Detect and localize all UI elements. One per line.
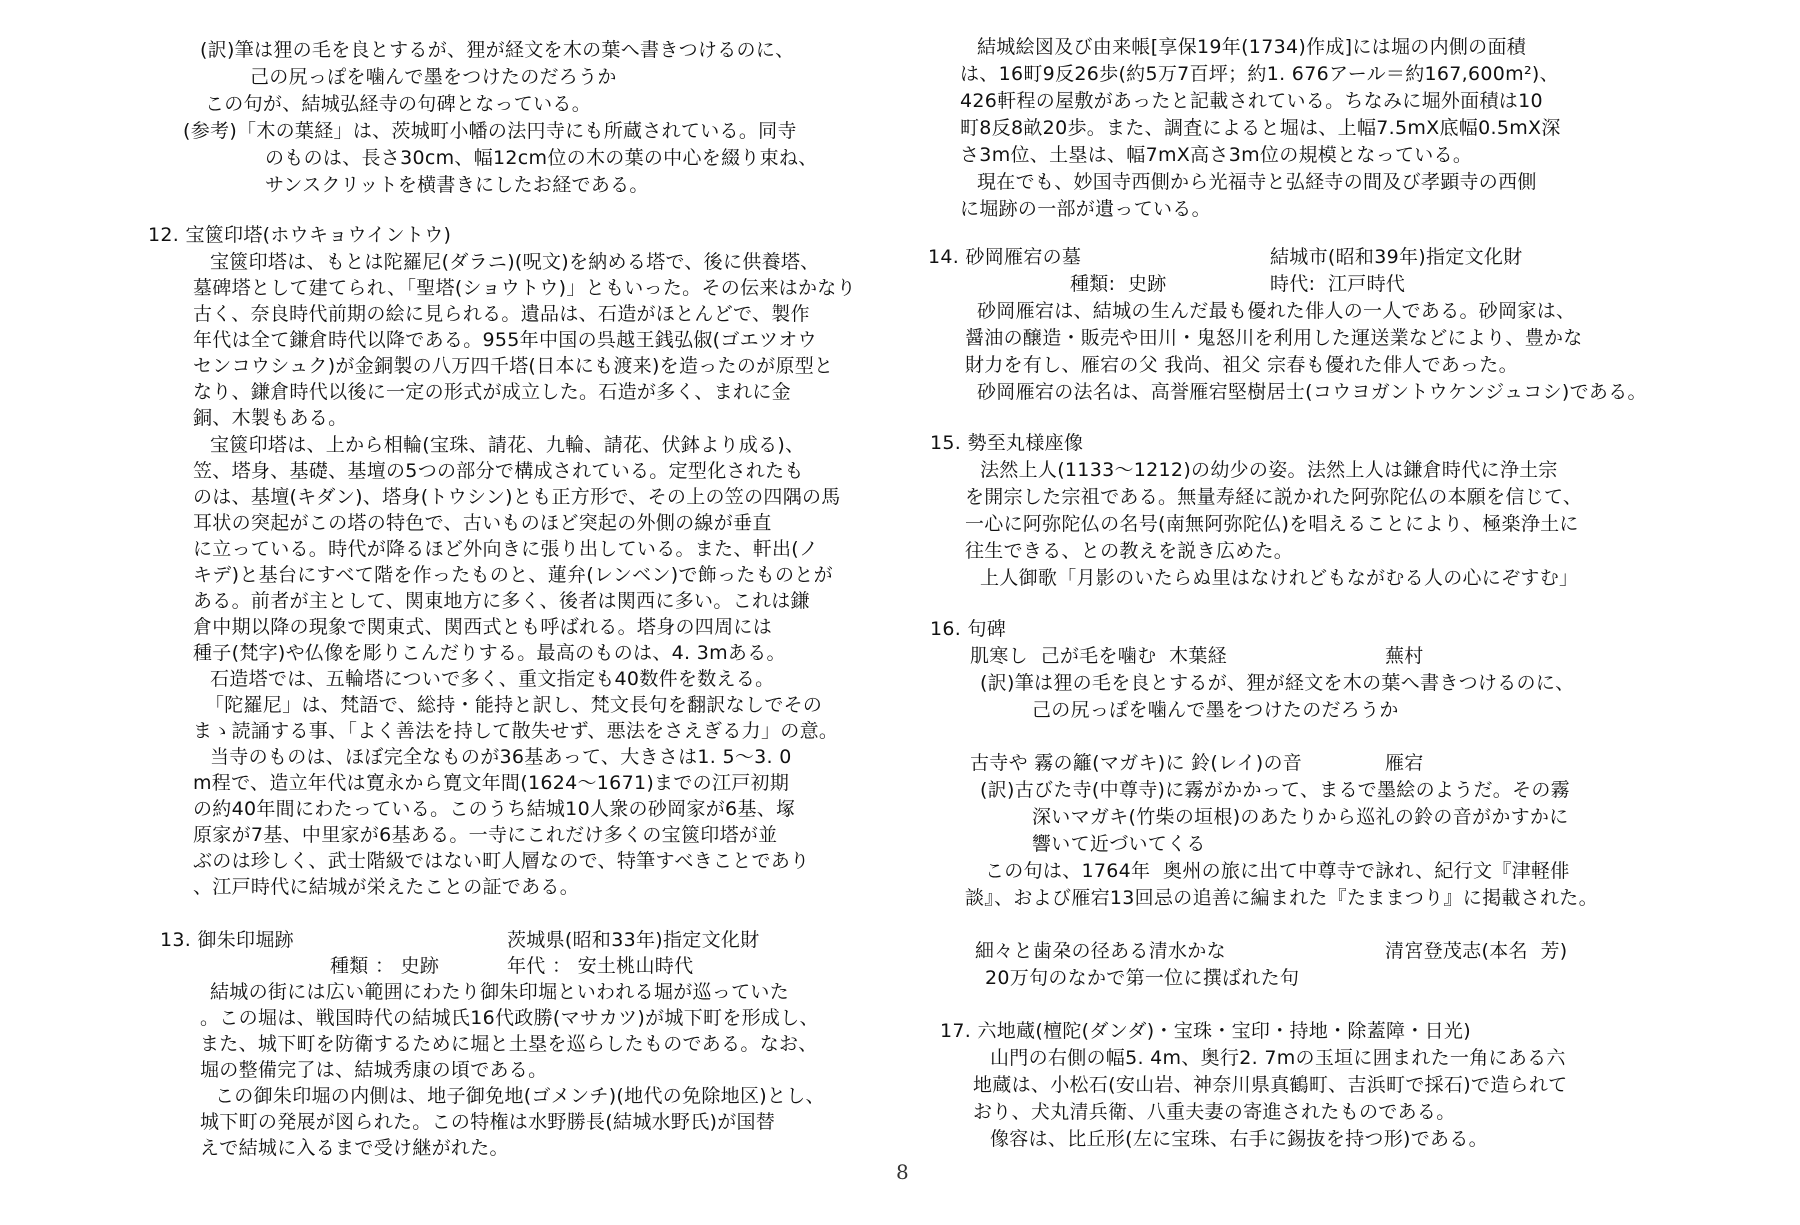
left-text-line: 。この堀は、戦国時代の結城氏16代政勝(マサカツ)が城下町を形成し、 [200, 1007, 819, 1029]
left-text-line: に立っている。時代が降るほど外向きに張り出している。また、軒出(ノ [193, 538, 819, 560]
left-text-line: キデ)と基台にすべて階を作ったものと、蓮弁(レンベン)で飾ったものとが [193, 564, 833, 586]
left-text-line: 耳状の突起がこの塔の特色で、古いものほど突起の外側の線が垂直 [193, 512, 772, 534]
right-text-line: 15. 勢至丸様座像 [930, 432, 1084, 454]
left-text-line: この御朱印堀の内側は、地子御免地(ゴメンチ)(地代の免除地区)とし、 [215, 1085, 825, 1107]
right-text-line: 砂岡雁宕は、結城の生んだ最も優れた俳人の一人である。砂岡家は、 [977, 300, 1576, 322]
left-text-line: 石造塔では、五輪塔についで多く、重文指定も40数件を数える。 [210, 668, 775, 690]
right-text-line: さ3m位、土塁は、幅7mX高さ3m位の規模となっている。 [960, 144, 1473, 166]
left-text-line: 種子(梵字)や仏像を彫りこんだりする。最高のものは、4. 3mある。 [193, 642, 786, 664]
left-text-line: ある。前者が主として、関東地方に多く、後者は関西に多い。これは鎌 [193, 590, 810, 612]
left-text-line: 宝篋印塔は、上から相輪(宝珠、請花、九輪、請花、伏鉢より成る)、 [210, 434, 805, 456]
right-text-line: 蕪村 [1385, 645, 1424, 667]
left-text-line: なり、鎌倉時代以後に一定の形式が成立した。石造が多く、まれに金 [193, 381, 791, 403]
right-text-line: 法然上人(1133～1212)の幼少の姿。法然上人は鎌倉時代に浄土宗 [980, 459, 1558, 481]
left-text-line: 己の尻っぽを噛んで墨をつけたのだろうか [250, 66, 617, 88]
left-text-line: 年代 ： 安土桃山時代 [507, 955, 694, 977]
right-text-line: 細々と歯朶の径ある清水かな [975, 940, 1226, 962]
left-text-line: 堀の整備完了は、結城秀康の頃である。 [200, 1059, 548, 1081]
left-text-line: 原家が7基、中里家が6基ある。一寺にこれだけ多くの宝篋印塔が並 [193, 824, 778, 846]
left-text-line: 倉中期以降の現象で関東式、関西式とも呼ばれる。塔身の四周には [193, 616, 773, 638]
right-text-line: おり、犬丸清兵衛、八重夫妻の寄進されたものである。 [973, 1101, 1456, 1123]
right-text-line: は、16町9反26歩(約5万7百坪；約1. 676アール＝約167,600m²)、 [960, 63, 1559, 85]
left-text-line: サンスクリットを横書きにしたお経である。 [265, 174, 649, 196]
right-text-line: 己の尻っぽを噛んで墨をつけたのだろうか [1032, 699, 1399, 721]
right-text-line: 時代: 江戸時代 [1270, 273, 1406, 295]
right-text-line: 16. 句碑 [930, 618, 1007, 640]
left-text-line: えで結城に入るまで受け継がれた。 [200, 1137, 509, 1159]
right-text-line: 結城絵図及び由来帳[享保19年(1734)作成]には堀の内側の面積 [977, 36, 1527, 58]
right-text-line: 響いて近づいてくる [1032, 833, 1206, 855]
right-text-line: 雁宕 [1385, 752, 1424, 774]
right-text-line: 426軒程の屋敷があったと記載されている。ちなみに堀外面積は10 [960, 90, 1543, 112]
left-text-line: センコウシュク)が金銅製の八万四千塔(日本にも渡来)を造ったのが原型と [193, 355, 834, 377]
left-text-line: 茨城県(昭和33年)指定文化財 [507, 929, 760, 951]
left-text-line: ぶのは珍しく、武士階級ではない町人層なので、特筆すべきことであり [193, 850, 810, 872]
right-text-line: 往生できる、との教えを説き広めた。 [965, 540, 1294, 562]
right-text-line: 一心に阿弥陀仏の名号(南無阿弥陀仏)を唱えることにより、極楽浄土に [965, 513, 1579, 535]
right-text-line: に堀跡の一部が遺っている。 [960, 198, 1211, 220]
left-text-line: 13. 御朱印堀跡 [160, 929, 294, 951]
right-text-line: (訳)筆は狸の毛を良とするが、狸が経文を木の葉へ書きつけるのに、 [980, 672, 1575, 694]
left-text-line: 「陀羅尼」は、梵語で、総持・能持と訳し、梵文長句を翻訳なしでその [205, 694, 823, 716]
right-text-line: 山門の右側の幅5. 4m、奥行2. 7mの玉垣に囲まれた一角にある六 [990, 1047, 1566, 1069]
right-text-line: 深いマガキ(竹柴の垣根)のあたりから巡礼の鈴の音がかすかに [1032, 806, 1569, 828]
left-text-line: 笠、塔身、基礎、基壇の5つの部分で構成されている。定型化されたも [193, 460, 804, 482]
left-text-line: この句が、結城弘経寺の句碑となっている。 [205, 93, 592, 115]
right-text-line: 清宮登茂志(本名 芳) [1385, 940, 1568, 962]
right-text-line: 砂岡雁宕の法名は、高誉雁宕堅樹居士(コウヨガントウケンジュコシ)である。 [977, 381, 1647, 403]
left-text-line: m程で、造立年代は寛永から寛文年間(1624～1671)までの江戸初期 [193, 772, 790, 794]
right-text-line: 古寺や 霧の籬(マガキ)に 鈴(レイ)の音 [970, 752, 1303, 774]
left-text-line: 、江戸時代に結城が栄えたことの証である。 [193, 876, 580, 898]
left-text-line: のは、基壇(キダン)、塔身(トウシン)とも正方形で、その上の笠の四隅の馬 [193, 486, 841, 508]
left-text-line: 宝篋印塔は、もとは陀羅尼(ダラニ)(呪文)を納める塔で、後に供養塔、 [210, 251, 820, 273]
right-text-line: 財力を有し、雁宕の父 我尚、祖父 宗春も優れた俳人であった。 [965, 354, 1518, 376]
left-text-line: (訳)筆は狸の毛を良とするが、狸が経文を木の葉へ書きつけるのに、 [200, 39, 795, 61]
left-text-line: 銅、木製もある。 [193, 407, 348, 429]
left-text-line: 墓碑塔として建てられ、「聖塔(ショウトウ)」ともいった。その伝来はかなり [193, 277, 856, 299]
left-text-line: また、城下町を防衛するために堀と土塁を巡らしたものである。なお、 [200, 1033, 818, 1055]
right-text-line: 町8反8畝20歩。また、調査によると堀は、上幅7.5mX底幅0.5mX深 [960, 117, 1561, 139]
left-text-line: のものは、長さ30cm、幅12cm位の木の葉の中心を綴り束ね、 [265, 147, 818, 169]
left-text-line: 種類 ： 史跡 [330, 955, 440, 977]
right-text-line: 結城市(昭和39年)指定文化財 [1270, 246, 1523, 268]
right-text-line: 種類: 史跡 [1070, 273, 1167, 295]
right-text-line: 20万句のなかで第一位に撰ばれた句 [985, 967, 1300, 989]
right-text-line: 17. 六地蔵(檀陀(ダンダ)・宝珠・宝印・持地・除蓋障・日光) [940, 1020, 1471, 1042]
left-text-line: 年代は全て鎌倉時代以降である。955年中国の呉越王銭弘俶(ゴエツオウ [193, 329, 817, 351]
page-number: 8 [896, 1160, 909, 1184]
left-text-line: 当寺のものは、ほぼ完全なものが36基あって、大きさは1. 5～3. 0 [210, 746, 792, 768]
left-text-line: 古く、奈良時代前期の絵に見られる。遺品は、石造がほとんどで、製作 [193, 303, 810, 325]
right-text-line: 上人御歌「月影のいたらぬ里はなけれどもながむる人の心にぞすむ」 [980, 567, 1579, 589]
right-text-line: この句は、1764年 奥州の旅に出て中尊寺で詠れ、紀行文『津軽俳 [985, 860, 1570, 882]
left-text-line: 城下町の発展が図られた。この特権は水野勝長(結城水野氏)が国替 [200, 1111, 776, 1133]
right-text-line: 14. 砂岡雁宕の墓 [928, 246, 1082, 268]
right-text-line: 地蔵は、小松石(安山岩、神奈川県真鶴町、吉浜町で採石)で造られて [973, 1074, 1568, 1096]
right-text-line: 像容は、比丘形(左に宝珠、右手に錫抜を持つ形)である。 [990, 1128, 1488, 1150]
left-text-line: (参考)「木の葉経」は、茨城町小幡の法円寺にも所蔵されている。同寺 [183, 120, 797, 142]
right-text-line: を開宗した宗祖である。無量寿経に説かれた阿弥陀仏の本願を信じて、 [965, 486, 1583, 508]
left-text-line: まゝ読誦する事、「よく善法を持して散失せず、悪法をさえぎる力」の意。 [193, 720, 839, 742]
left-text-line: 12. 宝篋印塔(ホウキョウイントウ) [148, 224, 452, 246]
right-text-line: 現在でも、妙国寺西側から光福寺と弘経寺の間及び孝顕寺の西側 [977, 171, 1537, 193]
right-text-line: 醤油の醸造・販売や田川・鬼怒川を利用した運送業などにより、豊かな [965, 327, 1583, 349]
left-text-line: の約40年間にわたっている。このうち結城10人衆の砂岡家が6基、塚 [193, 798, 796, 820]
right-text-line: 談』、および雁宕13回忌の追善に編まれた『たままつり』に掲載された。 [965, 887, 1598, 909]
left-text-line: 結城の街には広い範囲にわたり御朱印堀といわれる堀が巡っていた [210, 981, 790, 1003]
right-text-line: (訳)古びた寺(中尊寺)に霧がかかって、まるで墨絵のようだ。その霧 [980, 779, 1570, 801]
right-text-line: 肌寒し 己が毛を噛む 木葉経 [970, 645, 1227, 667]
